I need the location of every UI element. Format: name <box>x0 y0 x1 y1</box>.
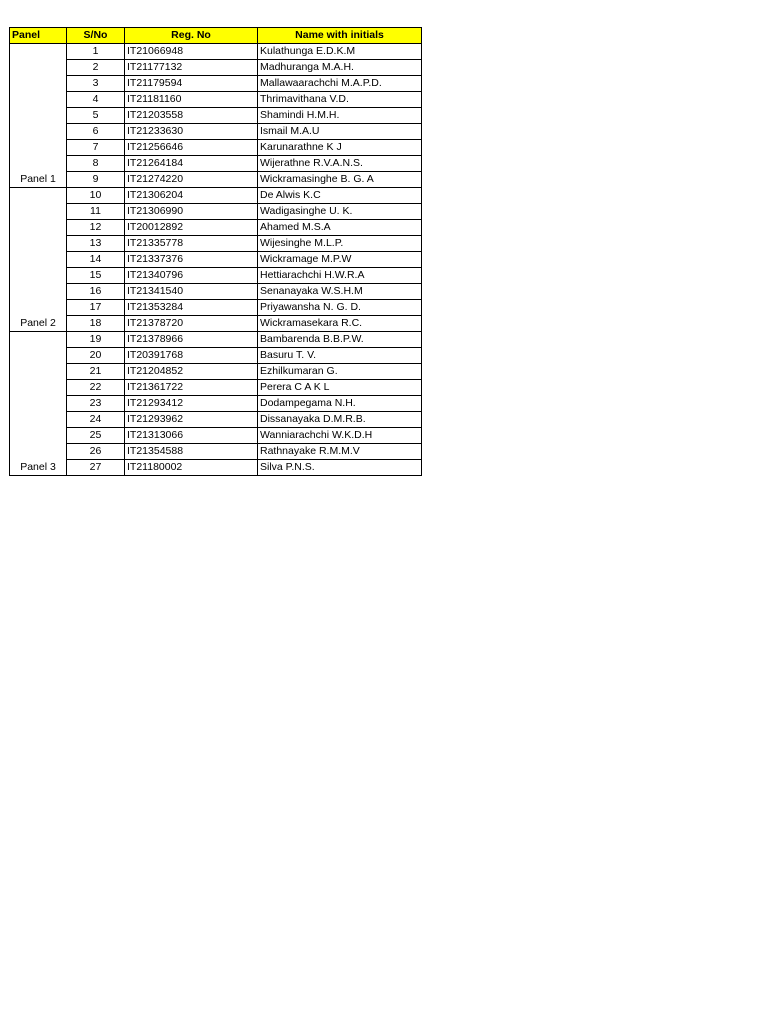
reg-no-cell: IT21337376 <box>125 252 258 268</box>
table-row <box>10 236 422 252</box>
reg-no-cell: IT21378720 <box>125 316 258 332</box>
table-row <box>10 76 422 92</box>
serial-number-cell: 24 <box>67 412 125 428</box>
name-cell: De Alwis K.C <box>258 188 422 204</box>
reg-no-cell: IT21181160 <box>125 92 258 108</box>
serial-number-cell: 21 <box>67 364 125 380</box>
table-row <box>10 396 422 412</box>
name-cell: Hettiarachchi H.W.R.A <box>258 268 422 284</box>
serial-number-cell: 3 <box>67 76 125 92</box>
serial-number-cell: 1 <box>67 44 125 60</box>
name-cell: Basuru T. V. <box>258 348 422 364</box>
name-cell: Wijesinghe M.L.P. <box>258 236 422 252</box>
serial-number-cell: 10 <box>67 188 125 204</box>
serial-number-cell: 4 <box>67 92 125 108</box>
name-cell: Madhuranga M.A.H. <box>258 60 422 76</box>
header-row <box>10 28 422 44</box>
table-row <box>10 348 422 364</box>
name-cell: Wijerathne R.V.A.N.S. <box>258 156 422 172</box>
table-body <box>10 44 422 476</box>
table-row <box>10 108 422 124</box>
reg-no-cell: IT21177132 <box>125 60 258 76</box>
serial-number-cell: 18 <box>67 316 125 332</box>
name-cell: Silva P.N.S. <box>258 460 422 476</box>
serial-number-cell: 8 <box>67 156 125 172</box>
reg-no-cell: IT21203558 <box>125 108 258 124</box>
reg-no-cell: IT21204852 <box>125 364 258 380</box>
name-cell: Wickramasinghe B. G. A <box>258 172 422 188</box>
name-cell: Wickramage M.P.W <box>258 252 422 268</box>
name-cell: Dissanayaka D.M.R.B. <box>258 412 422 428</box>
table-row <box>10 268 422 284</box>
panel-label: Panel 1 <box>10 44 67 188</box>
table-row <box>10 172 422 188</box>
name-cell: Senanayaka W.S.H.M <box>258 284 422 300</box>
serial-number-cell: 19 <box>67 332 125 348</box>
reg-no-cell: IT21354588 <box>125 444 258 460</box>
panel-label: Panel 3 <box>10 332 67 476</box>
reg-no-cell: IT21256646 <box>125 140 258 156</box>
reg-no-cell: IT21274220 <box>125 172 258 188</box>
reg-no-cell: IT20391768 <box>125 348 258 364</box>
header-panel: Panel <box>10 28 67 44</box>
serial-number-cell: 27 <box>67 460 125 476</box>
serial-number-cell: 13 <box>67 236 125 252</box>
reg-no-cell: IT21306990 <box>125 204 258 220</box>
reg-no-cell: IT21233630 <box>125 124 258 140</box>
header-sno: S/No <box>67 28 125 44</box>
table-row <box>10 332 422 348</box>
reg-no-cell: IT21180002 <box>125 460 258 476</box>
reg-no-cell: IT21293962 <box>125 412 258 428</box>
table-row <box>10 140 422 156</box>
name-cell: Shamindi H.M.H. <box>258 108 422 124</box>
name-cell: Wickramasekara R.C. <box>258 316 422 332</box>
table-row <box>10 428 422 444</box>
serial-number-cell: 22 <box>67 380 125 396</box>
serial-number-cell: 5 <box>67 108 125 124</box>
reg-no-cell: IT21340796 <box>125 268 258 284</box>
serial-number-cell: 2 <box>67 60 125 76</box>
reg-no-cell: IT21313066 <box>125 428 258 444</box>
table-row <box>10 444 422 460</box>
serial-number-cell: 14 <box>67 252 125 268</box>
header-name: Name with initials <box>258 28 422 44</box>
table-row <box>10 124 422 140</box>
name-cell: Bambarenda B.B.P.W. <box>258 332 422 348</box>
reg-no-cell: IT21066948 <box>125 44 258 60</box>
reg-no-cell: IT21179594 <box>125 76 258 92</box>
name-cell: Ahamed M.S.A <box>258 220 422 236</box>
table-row <box>10 460 422 476</box>
name-cell: Ismail M.A.U <box>258 124 422 140</box>
name-cell: Wanniarachchi W.K.D.H <box>258 428 422 444</box>
reg-no-cell: IT21264184 <box>125 156 258 172</box>
panel-label: Panel 2 <box>10 188 67 332</box>
name-cell: Mallawaarachchi M.A.P.D. <box>258 76 422 92</box>
serial-number-cell: 11 <box>67 204 125 220</box>
name-cell: Ezhilkumaran G. <box>258 364 422 380</box>
table-row <box>10 316 422 332</box>
header-reg-no: Reg. No <box>125 28 258 44</box>
table-row <box>10 364 422 380</box>
name-cell: Thrimavithana V.D. <box>258 92 422 108</box>
reg-no-cell: IT21353284 <box>125 300 258 316</box>
serial-number-cell: 23 <box>67 396 125 412</box>
reg-no-cell: IT21306204 <box>125 188 258 204</box>
serial-number-cell: 7 <box>67 140 125 156</box>
reg-no-cell: IT21293412 <box>125 396 258 412</box>
serial-number-cell: 16 <box>67 284 125 300</box>
table-row <box>10 220 422 236</box>
name-cell: Karunarathne K J <box>258 140 422 156</box>
table-row <box>10 204 422 220</box>
reg-no-cell: IT21341540 <box>125 284 258 300</box>
panel-assignment-table <box>9 27 422 476</box>
reg-no-cell: IT20012892 <box>125 220 258 236</box>
table-row <box>10 188 422 204</box>
reg-no-cell: IT21361722 <box>125 380 258 396</box>
name-cell: Priyawansha N. G. D. <box>258 300 422 316</box>
reg-no-cell: IT21378966 <box>125 332 258 348</box>
table-row <box>10 300 422 316</box>
serial-number-cell: 9 <box>67 172 125 188</box>
name-cell: Kulathunga E.D.K.M <box>258 44 422 60</box>
table-row <box>10 380 422 396</box>
serial-number-cell: 17 <box>67 300 125 316</box>
name-cell: Rathnayake R.M.M.V <box>258 444 422 460</box>
serial-number-cell: 15 <box>67 268 125 284</box>
name-cell: Perera C A K L <box>258 380 422 396</box>
table-row <box>10 252 422 268</box>
serial-number-cell: 20 <box>67 348 125 364</box>
reg-no-cell: IT21335778 <box>125 236 258 252</box>
serial-number-cell: 26 <box>67 444 125 460</box>
table-row <box>10 60 422 76</box>
table-row <box>10 284 422 300</box>
table-row <box>10 412 422 428</box>
table-row <box>10 44 422 60</box>
table-row <box>10 92 422 108</box>
table-row <box>10 156 422 172</box>
serial-number-cell: 25 <box>67 428 125 444</box>
name-cell: Wadigasinghe U. K. <box>258 204 422 220</box>
serial-number-cell: 6 <box>67 124 125 140</box>
name-cell: Dodampegama N.H. <box>258 396 422 412</box>
serial-number-cell: 12 <box>67 220 125 236</box>
